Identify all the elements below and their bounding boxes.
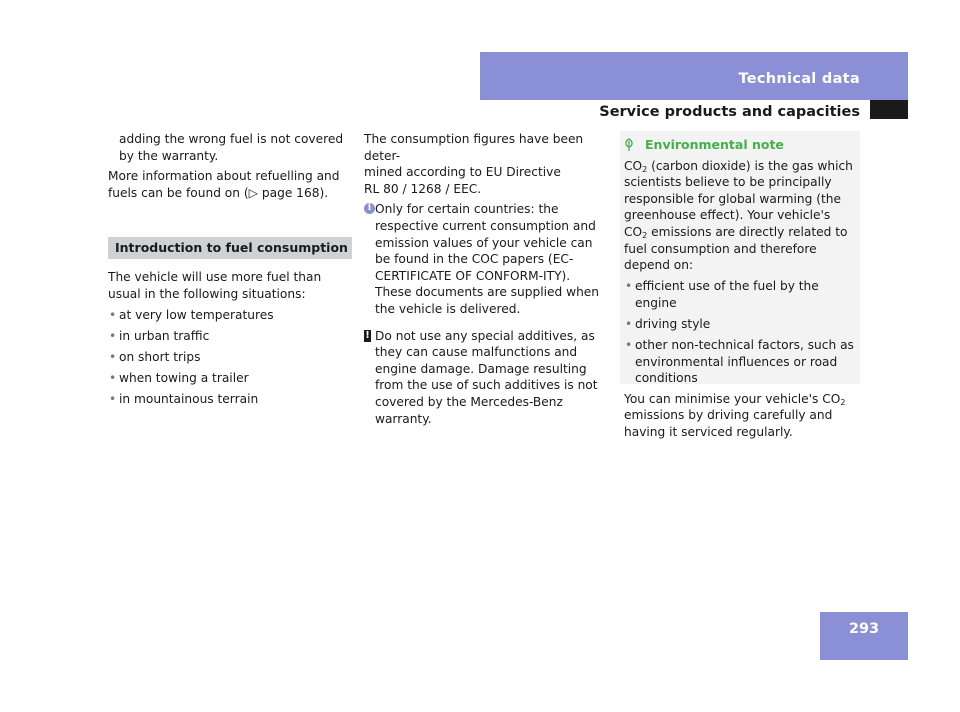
list-item: • in urban traffic — [108, 328, 352, 345]
list-item: • other non-technical factors, such as environmental influences or road conditions — [624, 337, 856, 387]
info-icon: i — [364, 203, 375, 214]
list-item: • efficient use of the fuel by the engine — [624, 278, 856, 311]
page-number: 293 — [848, 621, 880, 637]
warning-note — [364, 328, 608, 428]
warning-text: Do not use any special additives, as they can cause malfunctions and engine damage. Damage resulting from the use of such additives is not covered by the Mercedes-Benz warranty. — [375, 328, 598, 426]
page-reference-arrow-icon: ▷ — [248, 185, 258, 200]
list-item: • in mountainous terrain — [108, 391, 352, 408]
warning-icon: ! — [365, 329, 370, 341]
refuelling-info: More information about refuelling and fuels can be found on (▷ page 168). — [108, 169, 340, 200]
list-item: • driving style — [624, 316, 856, 333]
leaf-icon — [624, 138, 634, 152]
minimise-paragraph: You can minimise your vehicle's $CO_2$ emissions by driving carefully and having it serviced regularly. — [624, 391, 846, 439]
environmental-note-box — [620, 131, 860, 439]
environmental-note-header — [620, 131, 860, 154]
co2-paragraph: $CO_2$ (carbon dioxide) is the gas which scientists believe to be principally responsible for global warming (the greenhouse effect). Your vehicle's $CO_2$ emissions are directly related to fuel consumption and therefore depend on: — [624, 158, 853, 273]
factor-list — [624, 278, 856, 387]
column-left — [108, 131, 352, 408]
environmental-note-title: Environmental note — [645, 137, 784, 152]
directive-text: The consumption figures have been deter- mined according to EU Directive RL 80 / 1268 / EEC. — [364, 132, 584, 196]
info-text: Only for certain countries: the respective current consumption and emission values of your vehicle can be found in the COC papers (EC-CERTIFICATE OF CONFORM-ITY). These documents are supplied when the vehicle is delivered. — [375, 202, 600, 316]
chapter-tab — [480, 52, 908, 100]
situation-list — [108, 307, 352, 408]
chapter-marker — [870, 100, 908, 119]
list-item: • when towing a trailer — [108, 370, 352, 387]
page-number-box — [820, 612, 908, 660]
chapter-title: Technical data — [738, 71, 860, 87]
intro-text: The vehicle will use more fuel than usual in the following situations: — [108, 270, 322, 301]
info-note — [364, 201, 608, 317]
list-item: • at very low temperatures — [108, 307, 352, 324]
list-item: • on short trips — [108, 349, 352, 366]
section-title: Service products and capacities — [599, 104, 860, 120]
warranty-note: adding the wrong fuel is not covered by the warranty. — [119, 132, 344, 163]
section-heading: Introduction to fuel consumption — [108, 237, 352, 259]
column-middle — [364, 131, 608, 427]
